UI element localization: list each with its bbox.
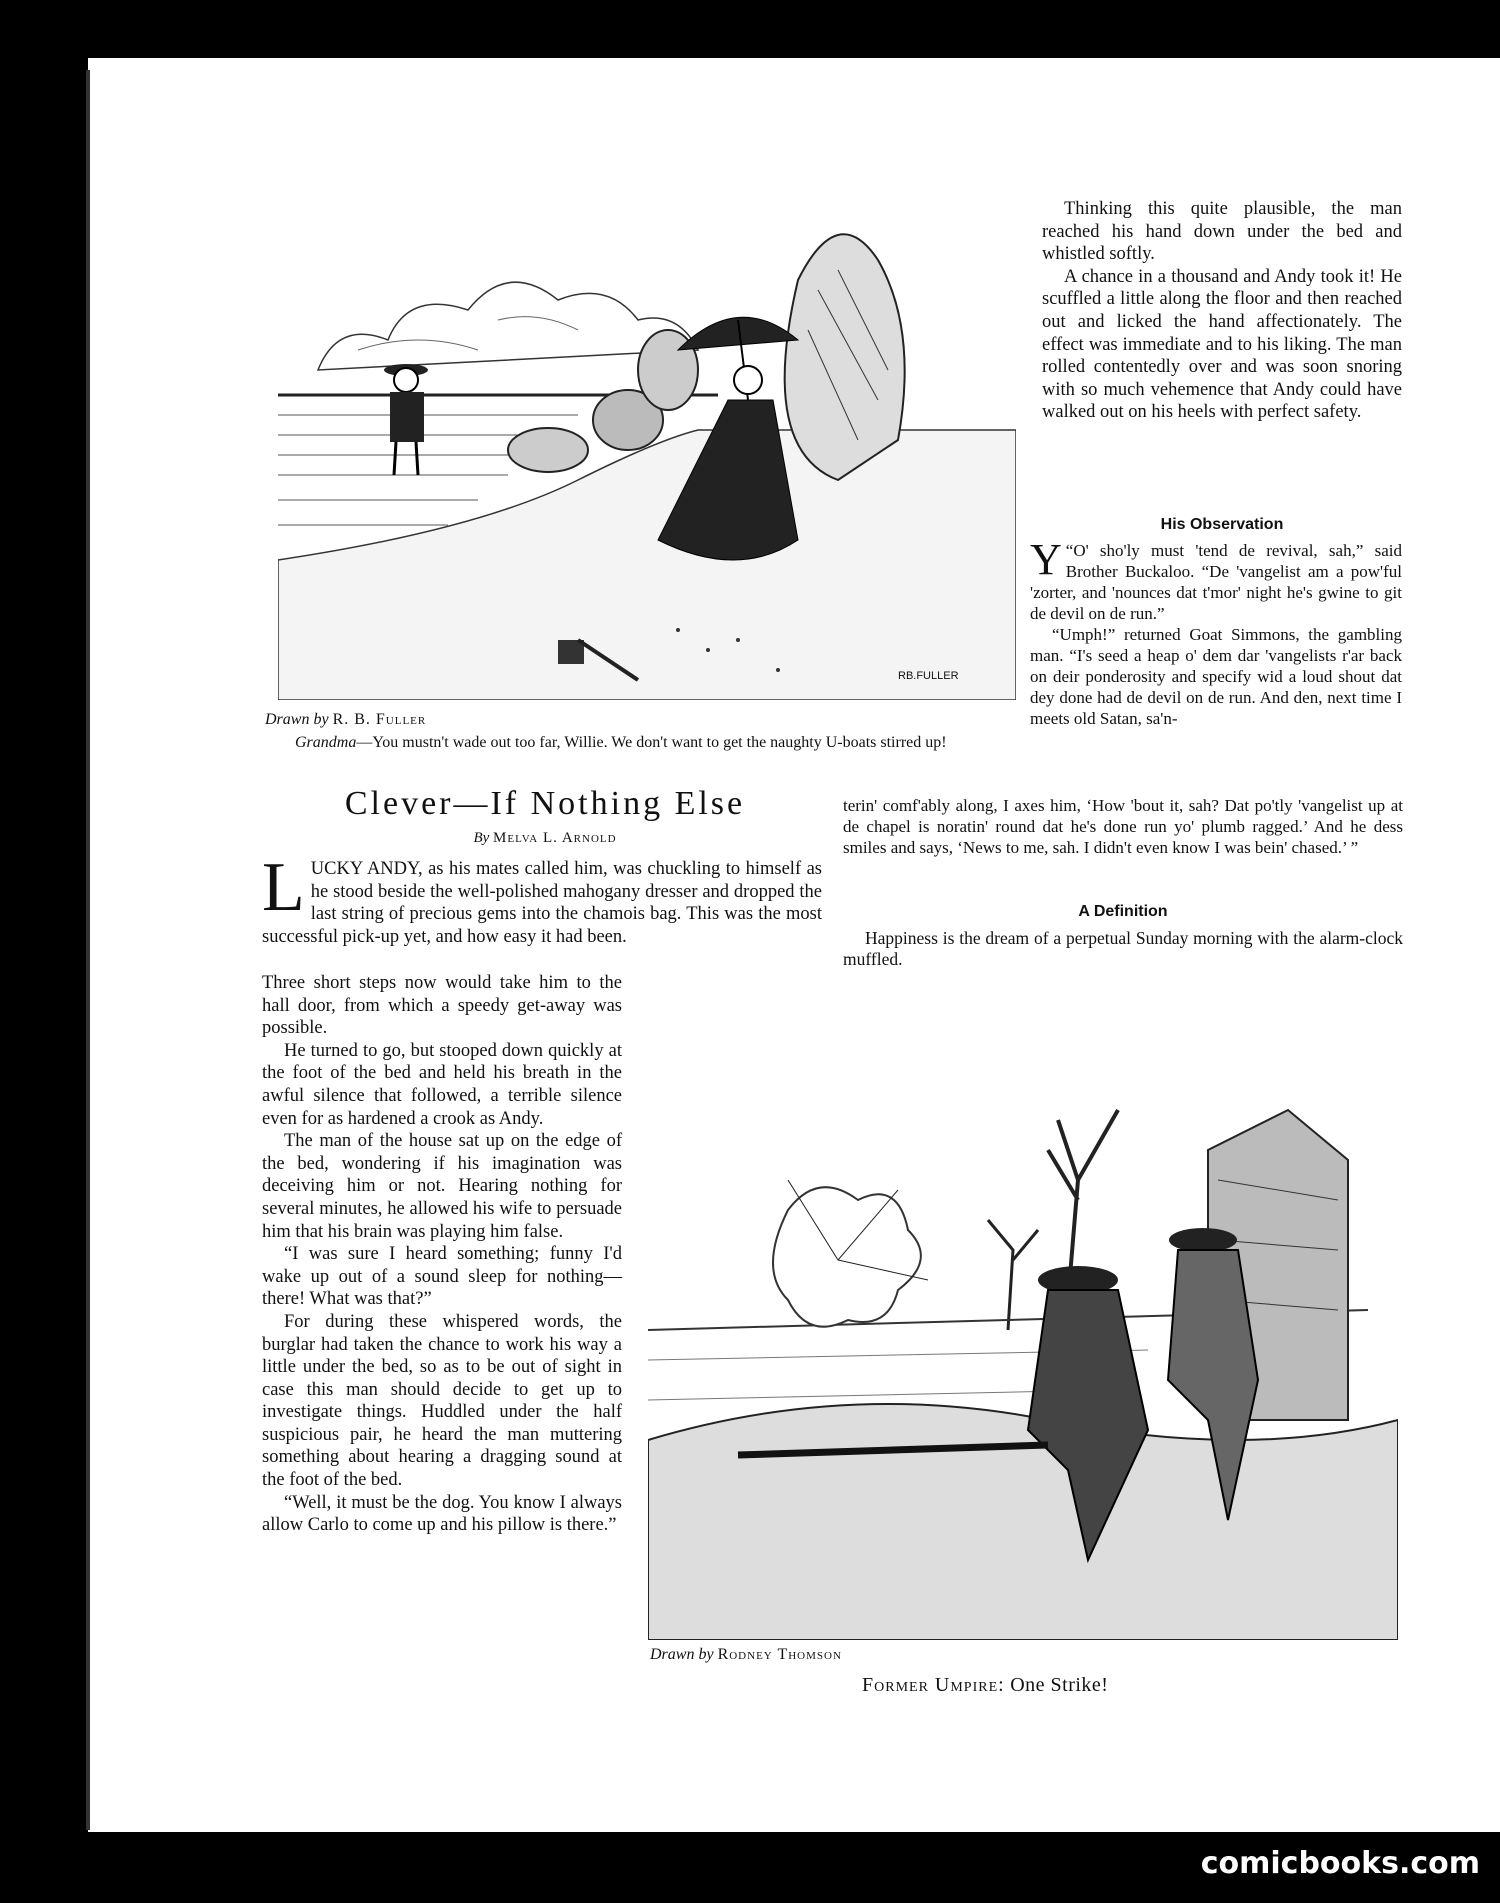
right-column-story [1042,198,1402,424]
byline-prefix: By [473,830,490,846]
top-caption-text [265,733,1005,752]
observation-paragraph-2: “Umph!” returned Goat Simmons, the gambling man. “I's seed a heap o' dem dar 'vangelists r'ar back on deir ponderosity and specify wid a loud shout dat dey done had de devil on de run. And den, next time I meets old Satan, sa'n- [1030,625,1402,728]
lead-text: UCKY ANDY, as his mates called him, was chuckling to himself as he stood beside the well-polished mahogany dresser and dropped the last string of precious gems into the chamois bag. This was the most successful pick-up yet, and how easy it had been. [262,859,822,947]
war-illustration [648,1000,1398,1640]
story-paragraph: For during these whispered words, the burglar had taken the chance to work his way a little under the bed, so as to be out of sight in case this man should decide to get up to investigate things. Huddled under the half suspicious pair, he heard the man muttering something about hearing a dragging sound at the foot of the bed. [262,1311,622,1491]
credit-prefix: Drawn by [650,1646,714,1663]
narrow-column [262,972,622,1537]
credit-artist: R. B. Fuller [332,711,427,728]
war-drawing [648,1000,1398,1640]
credit-artist: Rodney Thomson [717,1646,842,1663]
article-title: Clever—If Nothing Else [344,785,746,822]
story-paragraph: “I was sure I heard something; funny I'd wake up out of a sound sleep for nothing—there! What was that?” [262,1244,622,1310]
bottom-illustration-credit [650,1645,1050,1664]
article-byline [265,830,825,847]
caption-speaker: Grandma [295,734,357,751]
top-illustration-caption [265,710,1005,752]
observation-paragraph-1 [1030,535,1402,624]
credit-prefix: Drawn by [265,711,329,728]
story-paragraph: “Well, it must be the dog. You know I always allow Carlo to come up and his pillow is there.” [262,1492,622,1536]
site-watermark: comicbooks.com [1200,1846,1480,1881]
observation-heading: His Observation [1160,516,1284,533]
beach-drawing [278,200,1016,700]
story-paragraph: A chance in a thousand and Andy took it! He scuffled a little along the floor and then reached out and licked the hand affectionately. The effect was immediate and to his liking. The man rolled contentedly over and was soon snoring with so much vehemence that Andy could have walked out on his heels with perfect safety. [1042,266,1402,423]
definition-heading: A Definition [1078,903,1168,920]
byline-author: Melva L. Arnold [493,830,617,846]
caption-speaker: Former Umpire: [862,1674,1005,1696]
caption-quote: —You mustn't wade out too far, Willie. We don't want to get the naughty U-boats stirred up! [356,734,947,751]
artist-signature: RB.FULLER [898,670,959,682]
definition-text [843,928,1403,970]
story-paragraph: The man of the house sat up on the edge of the bed, wondering if his imagination was deceiving him or not. Hearing nothing for several minutes, he allowed his wife to persuade him that his brain was playing him false. [262,1131,622,1242]
lead-paragraph [262,849,822,948]
caption-quote: One Strike! [1010,1674,1109,1696]
story-paragraph: Thinking this quite plausible, the man reached his hand down under the bed and whistled softly. [1042,199,1402,265]
observation-text-1: O' sho'ly must 'tend de revival, sah,” said Brother Buckaloo. “De 'vangelist am a pow'ful 'zorter, and 'nounces dat t'mor' night he's gwine to git de devil on de run.” [1030,541,1402,623]
observation-quote-mark: “ [1065,541,1074,560]
bottom-illustration-caption [862,1674,1282,1697]
top-credit [265,710,1005,729]
observation-paragraph-2-cont: terin' comf'ably along, I axes him, ‘How 'bout it, sah? Dat po'tly 'vangelist up at de chapel is noratin' round dat he's done run yo' plumb ragged.’ And he dess smiles and says, ‘News to me, sah. I didn't even know I was bein' chased.’ ” [843,796,1403,857]
beach-illustration [278,200,1016,700]
observation-dropcap: Y [1030,535,1062,584]
article-dropcap: L [262,849,305,926]
definition-paragraph: Happiness is the dream of a perpetual Sunday morning with the alarm-clock muffled. [843,928,1403,969]
story-paragraph: Three short steps now would take him to the hall door, from which a speedy get-away was possible. [262,973,622,1039]
observation-column [1030,535,1402,729]
article-lead [262,849,822,948]
observation-continuation [843,795,1403,858]
binding-gutter [86,70,90,1830]
story-paragraph: He turned to go, but stooped down quickly at the foot of the bed and held his breath in the awful silence that followed, a terrible silence even for as hardened a crook as Andy. [262,1040,622,1129]
